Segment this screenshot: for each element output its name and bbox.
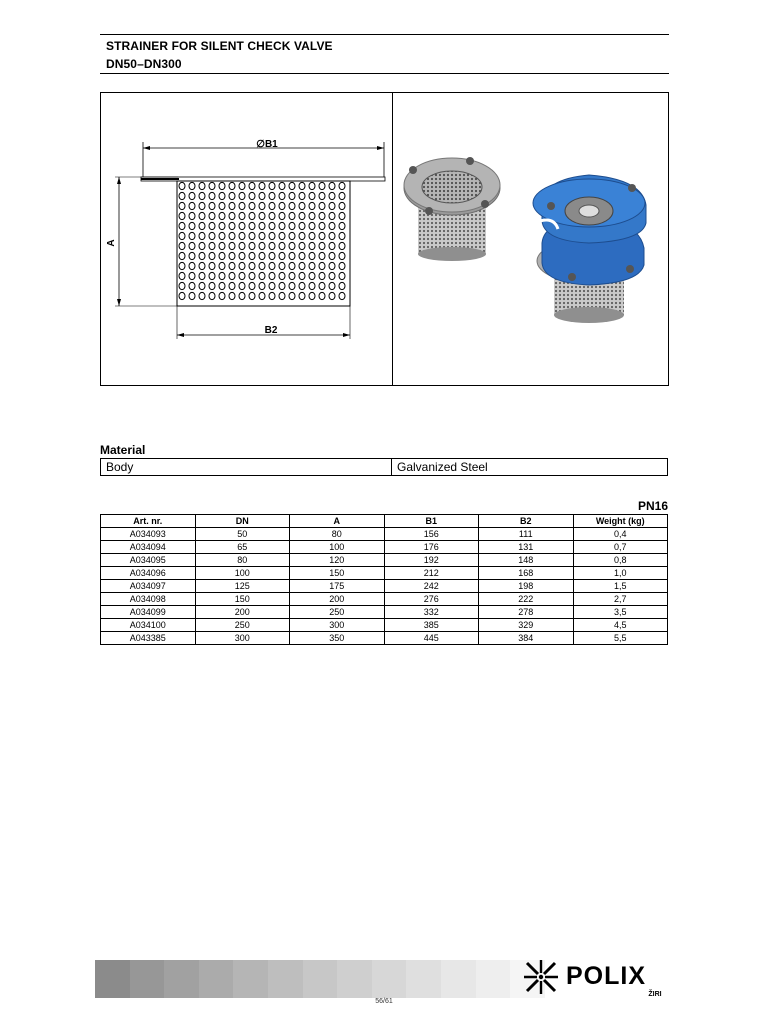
gradient-swatch (441, 960, 476, 998)
cell-a: 80 (290, 528, 385, 541)
check-valve-photo (533, 175, 646, 323)
cell-b1: 212 (384, 567, 479, 580)
cell-dn: 250 (195, 619, 290, 632)
cell-dn: 200 (195, 606, 290, 619)
cell-dn: 125 (195, 580, 290, 593)
cell-b1: 176 (384, 541, 479, 554)
table-body (101, 528, 668, 645)
cell-b2: 198 (479, 580, 574, 593)
cell-art-nr: A034093 (101, 528, 196, 541)
material-table (100, 458, 668, 476)
logo-subtext: ŽIRI (648, 991, 662, 998)
column-header-dn: DN (195, 515, 290, 528)
cell-weight: 3,5 (573, 606, 668, 619)
cell-art-nr: A034095 (101, 554, 196, 567)
cell-dn: 80 (195, 554, 290, 567)
document-title: STRAINER FOR SILENT CHECK VALVE (106, 39, 333, 53)
cell-weight: 2,7 (573, 593, 668, 606)
material-row (101, 459, 668, 476)
cell-a: 300 (290, 619, 385, 632)
technical-drawing (101, 93, 392, 384)
cell-weight: 0,7 (573, 541, 668, 554)
cell-b2: 131 (479, 541, 574, 554)
column-header-b1: B1 (384, 515, 479, 528)
cell-a: 150 (290, 567, 385, 580)
polix-logo-mark (524, 960, 558, 994)
cell-weight: 0,4 (573, 528, 668, 541)
table-row (101, 567, 668, 580)
cell-dn: 150 (195, 593, 290, 606)
cell-dn: 100 (195, 567, 290, 580)
cell-b2: 111 (479, 528, 574, 541)
material-part: Body (101, 459, 392, 476)
cell-b1: 385 (384, 619, 479, 632)
table-row (101, 541, 668, 554)
column-header-art-nr: Art. nr. (101, 515, 196, 528)
cell-art-nr: A034100 (101, 619, 196, 632)
strainer-photo (404, 157, 500, 261)
cell-b2: 384 (479, 632, 574, 645)
logo-wordmark: POLIX (566, 962, 647, 990)
table-row (101, 593, 668, 606)
gradient-swatch (95, 960, 130, 998)
cell-art-nr: A034096 (101, 567, 196, 580)
dimension-table (100, 514, 668, 645)
cell-a: 120 (290, 554, 385, 567)
column-header-weight: Weight (kg) (573, 515, 668, 528)
cell-b1: 156 (384, 528, 479, 541)
cell-art-nr: A034099 (101, 606, 196, 619)
cell-a: 100 (290, 541, 385, 554)
cell-a: 250 (290, 606, 385, 619)
cell-b2: 168 (479, 567, 574, 580)
gradient-swatch (303, 960, 338, 998)
cell-b1: 276 (384, 593, 479, 606)
cell-b2: 329 (479, 619, 574, 632)
cell-weight: 0,8 (573, 554, 668, 567)
cell-weight: 4,5 (573, 619, 668, 632)
figure-divider (392, 92, 393, 386)
cell-a: 350 (290, 632, 385, 645)
table-row (101, 554, 668, 567)
header-top-rule (100, 34, 669, 35)
table-row (101, 619, 668, 632)
cell-art-nr: A034097 (101, 580, 196, 593)
cell-b1: 242 (384, 580, 479, 593)
cell-b1: 445 (384, 632, 479, 645)
cell-b2: 278 (479, 606, 574, 619)
table-row (101, 580, 668, 593)
column-header-a: A (290, 515, 385, 528)
footer-gradient-bar (95, 960, 545, 998)
gradient-swatch (268, 960, 303, 998)
gradient-swatch (199, 960, 234, 998)
cell-weight: 1,5 (573, 580, 668, 593)
cell-b2: 222 (479, 593, 574, 606)
header-bottom-rule (100, 73, 669, 74)
cell-b1: 332 (384, 606, 479, 619)
polix-logo (521, 958, 673, 998)
pressure-class-label: PN16 (637, 499, 668, 513)
cell-a: 175 (290, 580, 385, 593)
document-subtitle: DN50–DN300 (106, 57, 182, 71)
column-header-b2: B2 (479, 515, 574, 528)
cell-b2: 148 (479, 554, 574, 567)
material-value: Galvanized Steel (392, 459, 668, 476)
cell-weight: 5,5 (573, 632, 668, 645)
gradient-swatch (372, 960, 407, 998)
product-illustration (394, 93, 667, 384)
cell-dn: 300 (195, 632, 290, 645)
cell-art-nr: A034094 (101, 541, 196, 554)
cell-weight: 1,0 (573, 567, 668, 580)
cell-dn: 50 (195, 528, 290, 541)
material-heading: Material (100, 443, 146, 457)
dimension-a-label: A (106, 239, 117, 247)
gradient-swatch (406, 960, 441, 998)
gradient-swatch (233, 960, 268, 998)
page-number: 56/61 (375, 998, 393, 1005)
cell-art-nr: A043385 (101, 632, 196, 645)
table-row (101, 606, 668, 619)
gradient-swatch (337, 960, 372, 998)
table-row (101, 632, 668, 645)
cell-a: 200 (290, 593, 385, 606)
table-row (101, 528, 668, 541)
dimension-b1-label: ∅B1 (256, 139, 278, 150)
gradient-swatch (476, 960, 511, 998)
cell-b1: 192 (384, 554, 479, 567)
cell-art-nr: A034098 (101, 593, 196, 606)
cell-dn: 65 (195, 541, 290, 554)
gradient-swatch (164, 960, 199, 998)
gradient-swatch (130, 960, 165, 998)
table-header-row (101, 515, 668, 528)
dimension-b2-label: B2 (264, 325, 278, 336)
